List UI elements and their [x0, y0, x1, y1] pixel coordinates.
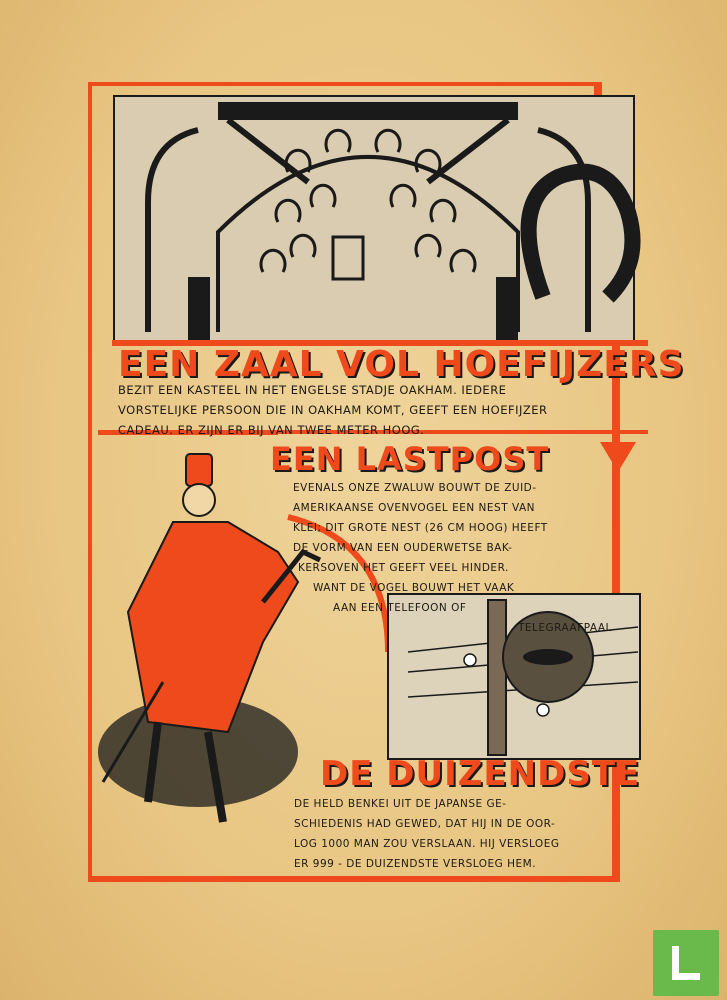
samurai-illustration	[98, 454, 320, 822]
body-lastpost	[293, 478, 648, 638]
text-line: WANT DE VOGEL BOUWT HET VAAK	[313, 582, 515, 594]
page-layout	[88, 82, 685, 882]
text-line: LOG 1000 MAN ZOU VERSLAAN. HIJ VERSLOEG	[294, 838, 560, 850]
headline-zaal: EEN ZAAL VOL HOEFIJZERS	[118, 344, 685, 385]
down-triangle-icon	[600, 442, 636, 472]
text-line: KERSOVEN HET GEEFT VEEL HINDER.	[298, 562, 509, 574]
text-line: SCHIEDENIS HAD GEWED, DAT HIJ IN DE OOR-	[294, 818, 556, 830]
text-line: ER 999 - DE DUIZENDSTE VERSLOEG HEM.	[294, 858, 537, 870]
text-line: CADEAU. ER ZIJN ER BIJ VAN TWEE METER HOOG.	[118, 423, 425, 437]
text-line: VORSTELIJKE PERSOON DIE IN OAKHAM KOMT, GEEFT EEN HOEFIJZER	[118, 403, 548, 417]
body-duizendste	[294, 794, 639, 874]
text-line: KLEI; DIT GROTE NEST (26 CM HOOG) HEEFT	[293, 522, 548, 534]
text-line: DE HELD BENKEI UIT DE JAPANSE GE-	[294, 798, 507, 810]
hall-illustration	[114, 96, 634, 342]
logo-badge-icon	[653, 930, 719, 996]
text-line: AMERIKAANSE OVENVOGEL EEN NEST VAN	[293, 502, 536, 514]
headline-lastpost: EEN LASTPOST	[270, 440, 550, 478]
text-line: EVENALS ONZE ZWALUW BOUWT DE ZUID-	[293, 482, 537, 494]
text-line: BEZIT EEN KASTEEL IN HET ENGELSE STADJE OAKHAM. IEDERE	[118, 383, 507, 397]
body-zaal	[118, 380, 638, 440]
text-line: AAN EEN TELEFOON OF	[333, 602, 467, 614]
text-line: DE VORM VAN EEN OUDERWETSE BAK-	[293, 542, 513, 554]
headline-duizendste: DE DUIZENDSTE	[320, 754, 641, 794]
text-line: TELEGRAAFPAAL	[518, 622, 612, 634]
